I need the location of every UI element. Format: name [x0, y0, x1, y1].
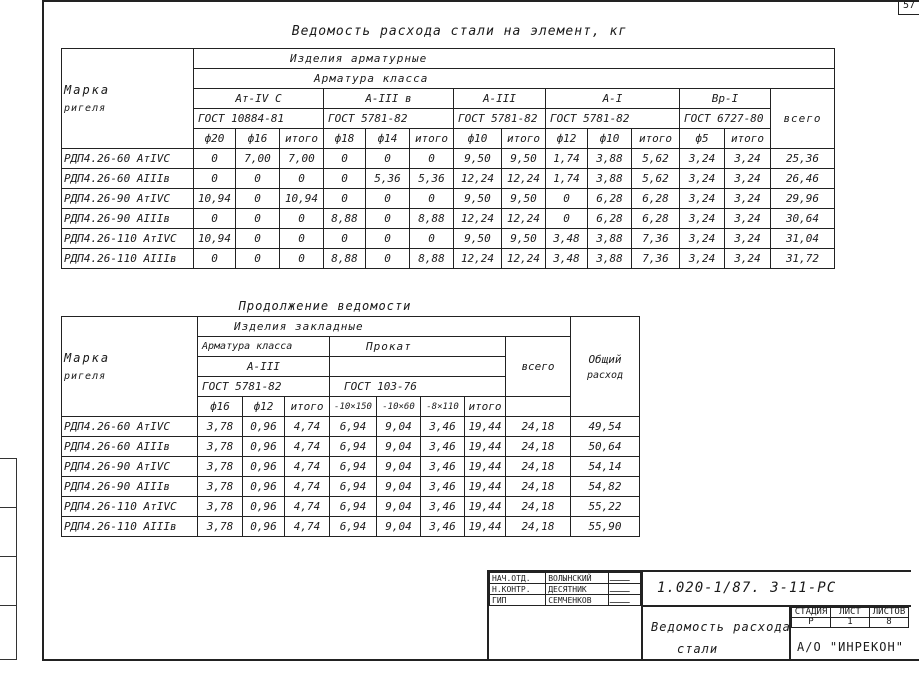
stamp-divider: [641, 572, 643, 660]
value-cell: 54,82: [571, 477, 640, 497]
value-cell: 3,24: [680, 229, 725, 249]
rebar-class: А-III: [198, 357, 330, 377]
role: НАЧ.ОТД.: [490, 573, 546, 584]
overall-header-line1: Общий: [588, 352, 622, 366]
signature: [608, 573, 640, 584]
value-cell: 3,46: [421, 517, 465, 537]
value-cell: 6,94: [330, 497, 377, 517]
value-cell: 0: [366, 229, 410, 249]
document-name-line2: стали: [677, 642, 719, 656]
value-cell: 12,24: [502, 169, 546, 189]
value-cell: 3,88: [588, 229, 632, 249]
row-mark: РДП4.26-110 АтIVС: [62, 229, 194, 249]
value-cell: 29,96: [771, 189, 835, 209]
value-cell: 0: [280, 209, 324, 229]
mark-header-cell: [62, 317, 198, 417]
value-cell: 3,78: [198, 497, 243, 517]
value-cell: 3,24: [680, 169, 725, 189]
row-mark: РДП4.26-60 АIIIв: [62, 169, 194, 189]
value-cell: 30,64: [771, 209, 835, 229]
value-cell: 12,24: [502, 249, 546, 269]
value-cell: 0,96: [243, 517, 285, 537]
row-mark: РДП4.26-60 АтIVС: [62, 417, 198, 437]
title-block: [487, 570, 911, 660]
rolled-gost: ГОСТ 103-76: [330, 377, 506, 397]
value-cell: 0: [366, 209, 410, 229]
value-cell: 4,74: [285, 477, 330, 497]
value-cell: 5,62: [632, 149, 680, 169]
value-cell: 0: [194, 149, 236, 169]
value-cell: 4,74: [285, 517, 330, 537]
continuation-title: Продолжение ведомости: [238, 299, 412, 313]
class-gost: ГОСТ 5781-82: [454, 109, 546, 129]
table-row: [62, 189, 835, 209]
value-cell: 3,48: [546, 229, 588, 249]
frame-left-line: [42, 0, 44, 660]
value-cell: 3,24: [725, 229, 771, 249]
embedded-items-table: [61, 316, 640, 537]
value-cell: 9,04: [377, 457, 421, 477]
value-cell: 0: [236, 249, 280, 269]
organization-name: А/О "ИНРЕКОН": [797, 640, 904, 654]
value-cell: 49,54: [571, 417, 640, 437]
value-cell: 9,04: [377, 437, 421, 457]
value-cell: 0: [324, 149, 366, 169]
value-cell: 6,94: [330, 457, 377, 477]
value-cell: 3,88: [588, 149, 632, 169]
col-header: ф10: [588, 129, 632, 149]
class-gost: ГОСТ 6727-80: [680, 109, 771, 129]
col-header: ф14: [366, 129, 410, 149]
role: ГИП: [490, 595, 546, 606]
value-cell: 0: [546, 189, 588, 209]
class-gost: ГОСТ 10884-81: [194, 109, 324, 129]
value-cell: 24,18: [506, 497, 571, 517]
class-name: Вр-I: [680, 89, 771, 109]
value-cell: 9,50: [502, 149, 546, 169]
value-cell: 3,46: [421, 437, 465, 457]
class-name: А-I: [546, 89, 680, 109]
group-header: Изделия закладные: [198, 317, 571, 337]
value-cell: 0,96: [243, 417, 285, 437]
value-cell: 8,88: [410, 209, 454, 229]
sheet-info-table: [791, 607, 909, 628]
value-cell: 3,24: [725, 189, 771, 209]
value-cell: 6,28: [588, 209, 632, 229]
value-cell: 54,14: [571, 457, 640, 477]
rebar-gost: ГОСТ 5781-82: [198, 377, 330, 397]
col-header: итого: [280, 129, 324, 149]
col-header: итого: [285, 397, 330, 417]
row-mark: РДП4.26-60 АтIVС: [62, 149, 194, 169]
mark-header-cell: [62, 49, 194, 149]
role: Н.КОНТР.: [490, 584, 546, 595]
table-row: [62, 149, 835, 169]
table-row: [62, 457, 640, 477]
value-cell: 26,46: [771, 169, 835, 189]
value-cell: 9,04: [377, 477, 421, 497]
value-cell: 9,50: [454, 189, 502, 209]
class-name: А-III в: [324, 89, 454, 109]
value-cell: 10,94: [280, 189, 324, 209]
value-cell: 3,78: [198, 457, 243, 477]
value-cell: 3,24: [680, 249, 725, 269]
col-header: ф12: [546, 129, 588, 149]
value-cell: 0: [546, 209, 588, 229]
value-cell: 0: [236, 229, 280, 249]
sheet-header: СТАДИЯ: [792, 608, 831, 618]
class-gost: ГОСТ 5781-82: [324, 109, 454, 129]
total-subheader: [506, 397, 571, 417]
person-name: СЕМЧЕНКОВ: [546, 595, 608, 606]
col-header: ф10: [454, 129, 502, 149]
sheet-value: 1: [831, 618, 870, 628]
col-header: ф5: [680, 129, 725, 149]
mark-header-line1: Марка: [64, 351, 111, 365]
value-cell: 3,78: [198, 517, 243, 537]
signature: [608, 584, 640, 595]
value-cell: 7,36: [632, 249, 680, 269]
mark-header-line2: ригеля: [64, 103, 107, 114]
value-cell: 9,04: [377, 517, 421, 537]
sheets-value: 8: [870, 618, 909, 628]
col-header: ф18: [324, 129, 366, 149]
value-cell: 12,24: [454, 209, 502, 229]
value-cell: 3,48: [546, 249, 588, 269]
value-cell: 3,24: [680, 189, 725, 209]
value-cell: 5,36: [366, 169, 410, 189]
col-header: -8×110: [421, 397, 465, 417]
value-cell: 4,74: [285, 457, 330, 477]
col-header: итого: [632, 129, 680, 149]
row-mark: РДП4.26-110 АIIIв: [62, 517, 198, 537]
value-cell: 19,44: [465, 477, 506, 497]
col-header: -10×60: [377, 397, 421, 417]
value-cell: 3,24: [725, 149, 771, 169]
row-mark: РДП4.26-110 АIIIв: [62, 249, 194, 269]
value-cell: 3,88: [588, 169, 632, 189]
col-header: итого: [725, 129, 771, 149]
table-row: [62, 497, 640, 517]
value-cell: 3,24: [725, 209, 771, 229]
table-row: [62, 477, 640, 497]
value-cell: 6,94: [330, 517, 377, 537]
signature: [608, 595, 640, 606]
table-row: [62, 169, 835, 189]
value-cell: 9,50: [454, 149, 502, 169]
value-cell: 1,74: [546, 169, 588, 189]
signatures-table: [489, 572, 641, 606]
table-row: [62, 417, 640, 437]
table1-body: [62, 149, 835, 269]
value-cell: 0: [410, 149, 454, 169]
value-cell: 31,04: [771, 229, 835, 249]
value-cell: 3,88: [588, 249, 632, 269]
col-header: ф16: [236, 129, 280, 149]
value-cell: 0: [324, 229, 366, 249]
sheet-header: ЛИСТ: [831, 608, 870, 618]
row-mark: РДП4.26-90 АIIIв: [62, 477, 198, 497]
value-cell: 50,64: [571, 437, 640, 457]
value-cell: 3,46: [421, 457, 465, 477]
value-cell: 0,96: [243, 497, 285, 517]
table-row: [62, 517, 640, 537]
value-cell: 0: [366, 149, 410, 169]
page-title: Ведомость расхода стали на элемент, кг: [291, 24, 628, 39]
value-cell: 6,28: [588, 189, 632, 209]
table-row: [62, 209, 835, 229]
value-cell: 55,22: [571, 497, 640, 517]
value-cell: 0: [236, 189, 280, 209]
person-name: ВОЛЫНСКИЙ: [546, 573, 608, 584]
value-cell: 3,46: [421, 417, 465, 437]
row-mark: РДП4.26-90 АтIVС: [62, 457, 198, 477]
value-cell: 6,94: [330, 437, 377, 457]
value-cell: 8,88: [410, 249, 454, 269]
value-cell: 0: [280, 249, 324, 269]
value-cell: 10,94: [194, 229, 236, 249]
value-cell: 19,44: [465, 417, 506, 437]
document-name-line1: Ведомость расхода: [651, 620, 791, 634]
value-cell: 24,18: [506, 417, 571, 437]
value-cell: 7,00: [280, 149, 324, 169]
value-cell: 6,94: [330, 477, 377, 497]
class-name: Ат-IV С: [194, 89, 324, 109]
col-header: ф16: [198, 397, 243, 417]
class-gost: ГОСТ 5781-82: [546, 109, 680, 129]
stage-value: Р: [792, 618, 831, 628]
value-cell: 12,24: [454, 249, 502, 269]
overall-header-line2: расход: [586, 369, 624, 381]
overall-header-cell: [571, 317, 640, 417]
value-cell: 7,00: [236, 149, 280, 169]
rolled-header: Прокат: [330, 337, 506, 357]
value-cell: 9,50: [502, 229, 546, 249]
value-cell: 3,46: [421, 497, 465, 517]
value-cell: 8,88: [324, 209, 366, 229]
col-header: итого: [502, 129, 546, 149]
value-cell: 4,74: [285, 417, 330, 437]
value-cell: 24,18: [506, 437, 571, 457]
value-cell: 10,94: [194, 189, 236, 209]
table-row: [62, 249, 835, 269]
steel-consumption-table: [61, 48, 835, 269]
value-cell: 0: [410, 229, 454, 249]
value-cell: 19,44: [465, 437, 506, 457]
value-cell: 31,72: [771, 249, 835, 269]
value-cell: 24,18: [506, 457, 571, 477]
value-cell: 3,78: [198, 417, 243, 437]
value-cell: 3,78: [198, 437, 243, 457]
mark-header-line1: Марка: [64, 83, 111, 97]
value-cell: 9,50: [502, 189, 546, 209]
value-cell: 0: [236, 169, 280, 189]
row-mark: РДП4.26-90 АIIIв: [62, 209, 194, 229]
value-cell: 3,24: [725, 169, 771, 189]
value-cell: 0,96: [243, 457, 285, 477]
value-cell: 5,36: [410, 169, 454, 189]
value-cell: 0: [366, 249, 410, 269]
value-cell: 4,74: [285, 437, 330, 457]
value-cell: 0: [194, 249, 236, 269]
col-header: ф20: [194, 129, 236, 149]
value-cell: 5,62: [632, 169, 680, 189]
class-name: А-III: [454, 89, 546, 109]
value-cell: 0,96: [243, 437, 285, 457]
value-cell: 0: [236, 209, 280, 229]
value-cell: 3,46: [421, 477, 465, 497]
value-cell: 0,96: [243, 477, 285, 497]
value-cell: 0: [280, 169, 324, 189]
table2-body: [62, 417, 640, 537]
value-cell: 0: [194, 169, 236, 189]
value-cell: 19,44: [465, 497, 506, 517]
value-cell: 0: [280, 229, 324, 249]
value-cell: 9,04: [377, 417, 421, 437]
page-number-box: 57: [898, 0, 919, 15]
total-header: всего: [771, 89, 835, 149]
frame-top-line: [42, 0, 919, 2]
person-name: ДЕСЯТНИК: [546, 584, 608, 595]
value-cell: 7,36: [632, 229, 680, 249]
value-cell: 19,44: [465, 457, 506, 477]
value-cell: 19,44: [465, 517, 506, 537]
value-cell: 12,24: [454, 169, 502, 189]
value-cell: 9,50: [454, 229, 502, 249]
value-cell: 24,18: [506, 477, 571, 497]
document-code: 1.020-1/87. 3-11-РС: [657, 580, 837, 596]
group-header: Изделия арматурные: [194, 49, 835, 69]
rolled-blank: [330, 357, 506, 377]
row-mark: РДП4.26-110 АтIVС: [62, 497, 198, 517]
value-cell: 6,94: [330, 417, 377, 437]
value-cell: 9,04: [377, 497, 421, 517]
col-header: ф12: [243, 397, 285, 417]
row-mark: РДП4.26-90 АтIVС: [62, 189, 194, 209]
col-header: -10×150: [330, 397, 377, 417]
subgroup-header: Арматура класса: [194, 69, 835, 89]
value-cell: 3,24: [680, 209, 725, 229]
value-cell: 0: [194, 209, 236, 229]
value-cell: 3,24: [725, 249, 771, 269]
mark-header-line2: ригеля: [64, 371, 107, 382]
value-cell: 0: [366, 189, 410, 209]
value-cell: 6,28: [632, 209, 680, 229]
value-cell: 0: [410, 189, 454, 209]
table-row: [62, 229, 835, 249]
value-cell: 25,36: [771, 149, 835, 169]
rebar-header: Арматура класса: [198, 337, 330, 357]
total-header: всего: [506, 337, 571, 397]
value-cell: 24,18: [506, 517, 571, 537]
value-cell: 0: [324, 169, 366, 189]
value-cell: 0: [324, 189, 366, 209]
row-mark: РДП4.26-60 АIIIв: [62, 437, 198, 457]
sheet-header: ЛИСТОВ: [870, 608, 909, 618]
col-header: итого: [465, 397, 506, 417]
value-cell: 1,74: [546, 149, 588, 169]
document-name: [651, 616, 791, 660]
binding-margin-marks: [0, 458, 17, 660]
table-row: [62, 437, 640, 457]
value-cell: 3,24: [680, 149, 725, 169]
value-cell: 4,74: [285, 497, 330, 517]
value-cell: 8,88: [324, 249, 366, 269]
value-cell: 3,78: [198, 477, 243, 497]
col-header: итого: [410, 129, 454, 149]
value-cell: 12,24: [502, 209, 546, 229]
value-cell: 55,90: [571, 517, 640, 537]
value-cell: 6,28: [632, 189, 680, 209]
